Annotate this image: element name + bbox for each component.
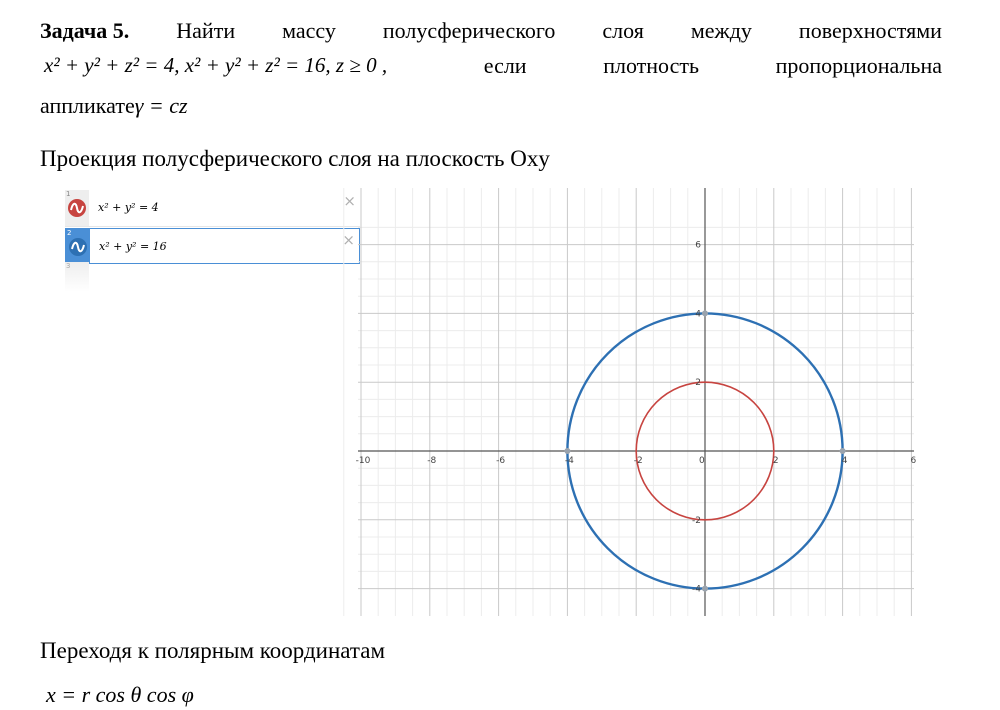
task-word: плотность <box>603 53 700 78</box>
y-tick-label: 2 <box>695 378 701 389</box>
polar-caption: Переходя к полярным координатам <box>40 638 385 663</box>
density-formula: γ = cz <box>134 93 188 118</box>
y-tick-label: -2 <box>692 515 701 526</box>
major-grid <box>355 188 914 616</box>
x-tick-label: -2 <box>633 456 643 466</box>
x-tick-label: -4 <box>564 456 574 466</box>
intercept-point <box>702 586 708 592</box>
x-tick-label: 2 <box>772 456 779 466</box>
intercept-point <box>564 448 570 454</box>
task-word: поверхностями <box>798 18 942 43</box>
intercept-point <box>702 310 708 316</box>
task-word: полусферического <box>382 18 556 43</box>
y-tick-label: 4 <box>695 309 701 320</box>
x-tick-label: -6 <box>496 456 506 466</box>
x-tick-label: 4 <box>841 456 848 466</box>
expression-formula[interactable]: x² + y² = 16 <box>99 240 167 253</box>
task-word: Найти <box>176 18 236 43</box>
surface-equations: x² + y² + z² = 4, x² + y² + z² = 16, z ≥ 0 , <box>44 53 388 77</box>
x-tick-label: -8 <box>427 456 437 466</box>
projection-caption: Проекция полусферического слоя на плоскость Oxy <box>40 146 550 171</box>
expression-tab[interactable] <box>65 190 89 226</box>
task-word: если <box>483 53 527 78</box>
close-icon[interactable]: × <box>343 192 356 210</box>
intercept-point <box>840 448 846 454</box>
expression-empty-slot[interactable] <box>65 262 89 292</box>
x-tick-label: 0 <box>699 456 705 466</box>
task-heading: Задача 5. <box>40 18 130 43</box>
x-tick-label: 6 <box>910 456 917 466</box>
task-line-1 <box>40 18 942 44</box>
expression-row[interactable] <box>65 190 360 227</box>
task-word: массу <box>282 18 336 43</box>
expression-number: 1 <box>66 190 71 198</box>
polar-equation: x = r cos θ cos φ <box>46 682 194 707</box>
task-word: аппликате <box>40 93 135 118</box>
close-icon[interactable]: × <box>342 231 355 249</box>
task-word: слоя <box>602 18 644 43</box>
expression-tab[interactable] <box>66 229 90 263</box>
task-word: между <box>690 18 752 43</box>
expression-number: 3 <box>66 262 71 270</box>
wave-icon[interactable] <box>67 198 87 218</box>
task-line-3 <box>40 91 188 121</box>
x-tick-label: -10 <box>355 456 371 466</box>
graph-canvas[interactable] <box>355 188 917 616</box>
wave-icon[interactable] <box>68 237 88 257</box>
expression-list <box>65 190 360 295</box>
y-tick-label: -4 <box>692 584 701 595</box>
task-line-2 <box>40 53 942 79</box>
expression-formula[interactable]: x² + y² = 4 <box>98 201 159 214</box>
task-word: пропорциональна <box>775 53 942 78</box>
y-tick-label: 6 <box>695 240 701 251</box>
expression-number: 2 <box>67 229 72 237</box>
expression-row[interactable] <box>65 228 360 264</box>
